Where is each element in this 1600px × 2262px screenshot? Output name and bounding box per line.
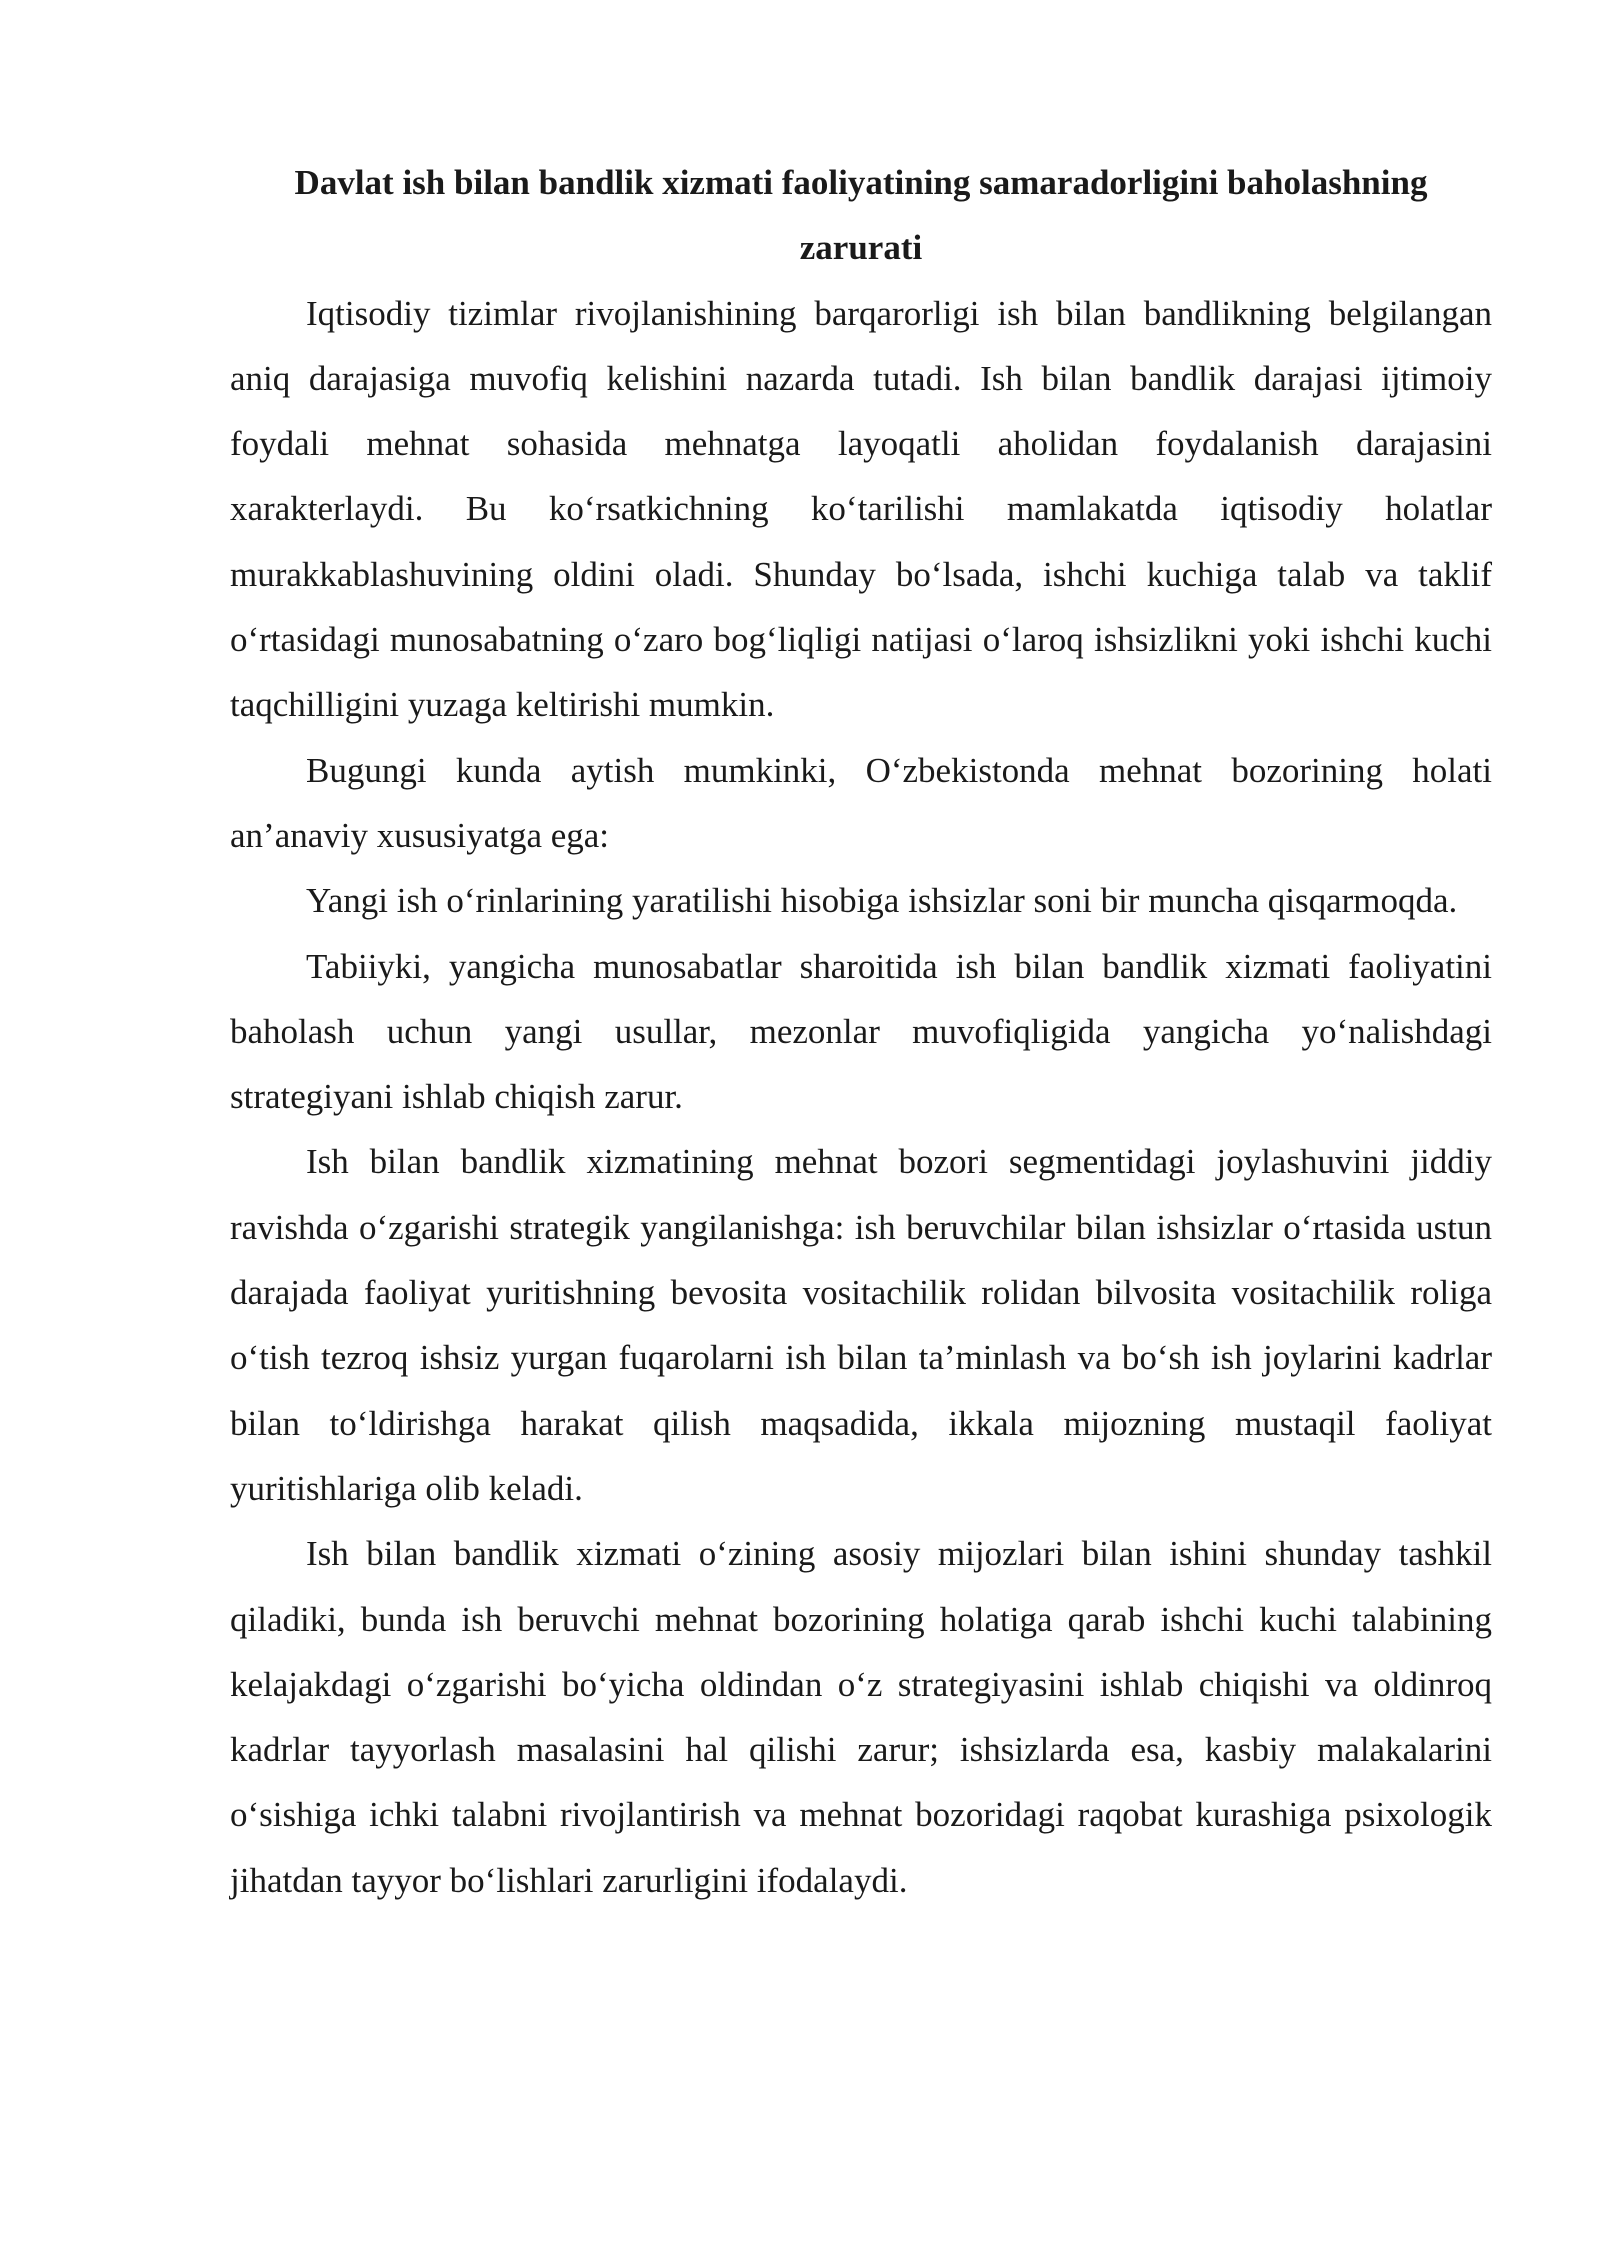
paragraph-5: Ish bilan bandlik xizmatining mehnat bozori segmentidagi joylashuvini jiddiy ravishda o‘zgarishi strategik yangilanishga: ish beruvchilar bilan ishsizlar o‘rtasida ustun darajada faoliyat yuritishning bevosita vositachilik rolidan bilvosita vositachilik roliga o‘tish tezroq ishsiz yurgan fuqarolarni ish bilan ta’minlash va bo‘sh ish joylarini kadrlar bilan to‘ldirishga harakat qilish maqsadida, ikkala mijozning mustaqil faoliyat yuritishlariga olib keladi.	[230, 1142, 1492, 1508]
paragraph-1: Iqtisodiy tizimlar rivojlanishining barqarorligi ish bilan bandlikning belgilangan aniq darajasiga muvofiq kelishini nazarda tutadi. Ish bilan bandlik darajasi ijtimoiy foydali mehnat sohasida mehnatga layoqatli aholidan foydalanish darajasini xarakterlaydi. Bu ko‘rsatkichning ko‘tarilishi mamlakatda iqtisodiy holatlar murakkablashuvining oldini oladi. Shunday bo‘lsada, ishchi kuchiga talab va taklif o‘rtasidagi munosabatning o‘zaro bog‘liqligi natijasi o‘laroq ishsizlikni yoki ishchi kuchi taqchilligini yuzaga keltirishi mumkin.	[230, 293, 1492, 725]
document-title: Davlat ish bilan bandlik xizmati faoliyatining samaradorligini baholashning zarurati	[294, 163, 1428, 268]
paragraph-2: Bugungi kunda aytish mumkinki, O‘zbekistonda mehnat bozorining holati an’anaviy xususiyatga ega:	[230, 750, 1492, 855]
paragraph-6: Ish bilan bandlik xizmati o‘zining asosiy mijozlari bilan ishini shunday tashkil qiladiki, bunda ish beruvchi mehnat bozorining holatiga qarab ishchi kuchi talabining kelajakdagi o‘zgarishi bo‘yicha oldindan o‘z strategiyasini ishlab chiqishi va oldinroq kadrlar tayyorlash masalasini hal qilishi zarur; ishsizlarda esa, kasbiy malakalarini o‘sishiga ichki talabni rivojlantirish va mehnat bozoridagi raqobat kurashiga psixologik jihatdan tayyor bo‘lishlari zarurligini ifodalaydi.	[230, 1534, 1492, 1900]
paragraph-3: Yangi ish o‘rinlarining yaratilishi hisobiga ishsizlar soni bir muncha qisqarmoqda.	[306, 881, 1458, 921]
paragraph-4: Tabiiyki, yangicha munosabatlar sharoitida ish bilan bandlik xizmati faoliyatini baholash uchun yangi usullar, mezonlar muvofiqligida yangicha yo‘nalishdagi strategiyani ishlab chiqish zarur.	[230, 946, 1492, 1117]
document-page	[230, 150, 1492, 1913]
